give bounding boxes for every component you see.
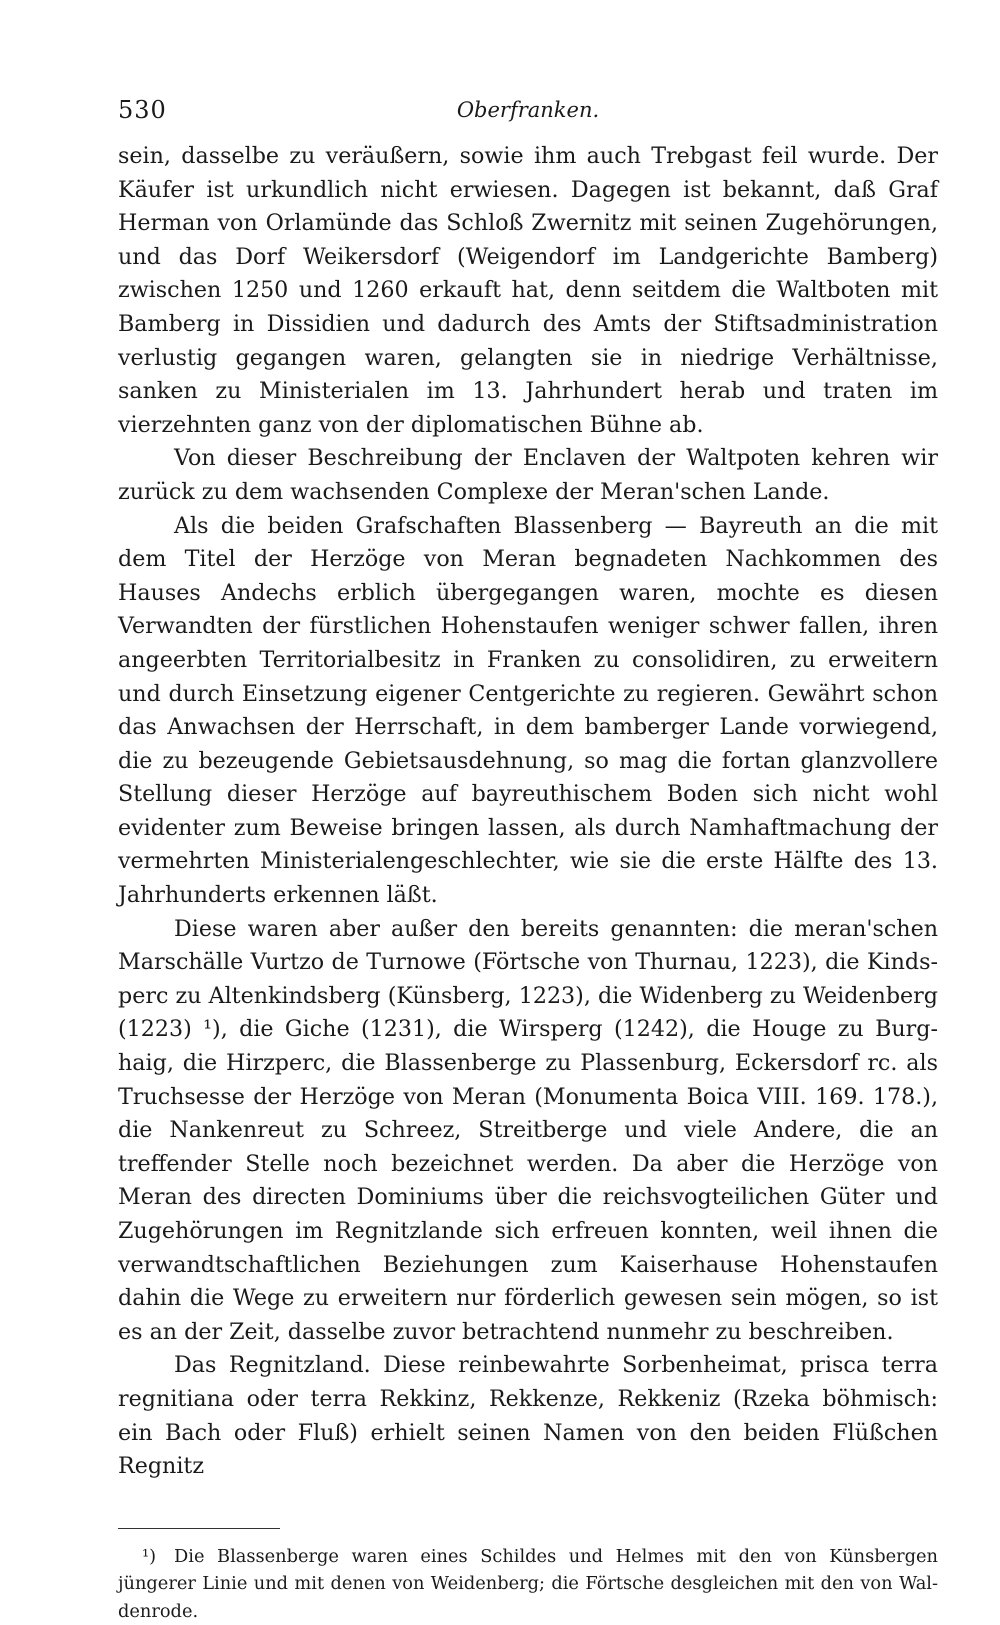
page-header-title: Oberfranken. xyxy=(456,98,600,122)
body-text xyxy=(118,140,938,1484)
paragraph-3: Als die beiden Grafschaften Blassenberg — Bayreuth an die mit dem Titel der Herzöge von Meran begnadeten Nachkommen des Hauses Andechs erblich übergegangen waren, mochte es diesen Verwandten der fürstlichen Hohenstaufen weniger schwer fallen, ihren angeerbten Territorialbesitz in Franken zu consolidiren, zu erweitern und durch Einsetzung eigener Centgerichte zu regieren. Gewährt schon das Anwachsen der Herrschaft, in dem bamberger Lande vorwiegend, die zu bezeugende Gebietsausdehnung, so mag die fortan glanzvollere Stellung dieser Herzöge auf bayreuthischem Boden sich nicht wohl evidenter zum Beweise bringen lassen, als durch Namhaftmachung der vermehrten Ministerialengeschlechter, wie sie die erste Hälfte des 13. Jahrhunderts erkennen läßt. xyxy=(118,512,938,909)
paragraph-1: sein, dasselbe zu veräußern, sowie ihm auch Trebgast feil wurde. Der Käufer ist urkundlich nicht erwiesen. Dagegen ist bekannt, daß Graf Herman von Orlamünde das Schloß Zwernitz mit seinen Zugehörungen, und das Dorf Weikersdorf (Weigendorf im Landgerichte Bamberg) zwischen 1250 und 1260 erkauft hat, denn seitdem die Waltboten mit Bamberg in Dissidien und dadurch des Amts der Stiftsadministration verlustig gegangen waren, gelangten sie in niedrige Verhältnisse, sanken zu Ministerialen im 13. Jahrhundert herab und traten im vierzehnten ganz von der diplomatischen Bühne ab. xyxy=(118,143,938,438)
running-head xyxy=(118,96,938,136)
footnote xyxy=(118,1543,938,1625)
paragraph-2: Von dieser Beschreibung der Enclaven der Waltpoten kehren wir zurück zu dem wachsenden Complexe der Meran'schen Lande. xyxy=(118,445,938,505)
footnote-marker: ¹) xyxy=(142,1545,157,1567)
paragraph-4: Diese waren aber außer den bereits genannten: die meran'schen Marschälle Vurtzo de Turnowe (Förtsche von Thurnau, 1223), die Kindsperc zu Altenkindsberg (Künsberg, 1223), die Widenberg zu Weidenberg (1223) ¹), die Giche (1231), die Wirsperg (1242), die Houge zu Burghaig, die Hirzperc, die Blassenberge zu Plassenburg, Eckersdorf rc. als Truchsesse der Herzöge von Meran (Monumenta Boica VIII. 169. 178.), die Nankenreut zu Schreez, Streitberge und viele Andere, die an treffender Stelle noch bezeichnet werden. Da aber die Herzöge von Meran des directen Dominiums über die reichsvogteilichen Güter und Zugehörungen im Regnitzlande sich erfreuen konnten, weil ihnen die verwandtschaftlichen Beziehungen zum Kaiserhause Hohenstaufen dahin die Wege zu erweitern nur förderlich gewesen sein mögen, so ist es an der Zeit, dasselbe zuvor betrachtend nunmehr zu beschreiben. xyxy=(118,915,938,1345)
paragraph-5: Das Regnitzland. Diese reinbewahrte Sorbenheimat, prisca terra regnitiana oder terra Rekkinz, Rekkenze, Rekkeniz (Rzeka böhmisch: ein Bach oder Fluß) erhielt seinen Namen von den beiden Flüßchen Regnitz xyxy=(118,1352,938,1480)
footnote-divider xyxy=(118,1528,280,1529)
page-content xyxy=(118,96,938,1625)
footnote-text: Die Blassenberge waren eines Schildes und Helmes mit den von Künsbergen jüngerer Linie und mit denen von Weidenberg; die Förtsche desgleichen mit den von Waldenrode. xyxy=(118,1545,938,1622)
page-number: 530 xyxy=(118,96,167,124)
